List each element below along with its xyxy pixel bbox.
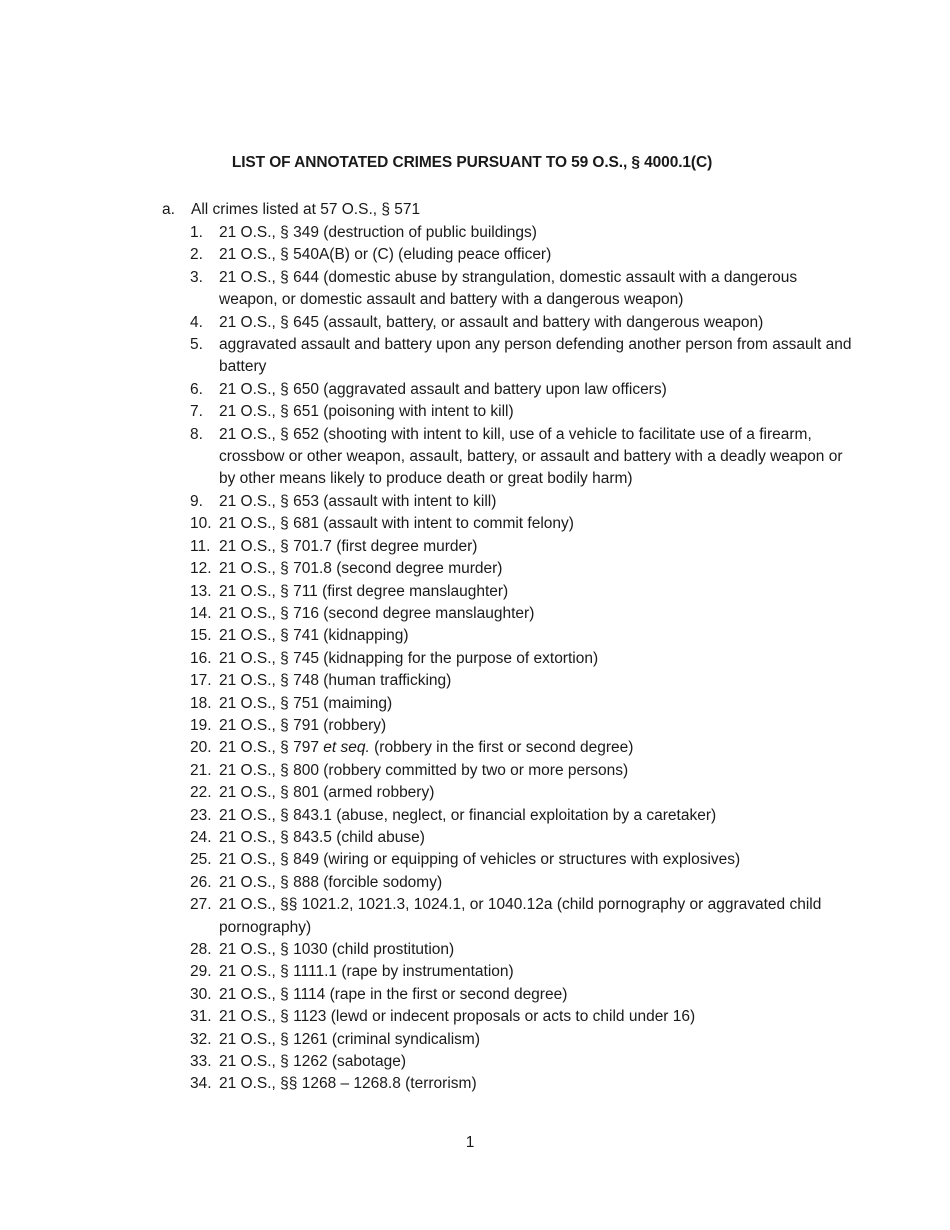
list-item-text: 21 O.S., § 748 (human trafficking) — [219, 672, 452, 690]
list-item — [190, 558, 852, 580]
list-item-text — [219, 737, 852, 759]
list-item-number: 3. — [190, 268, 203, 286]
list-item-number: 28. — [190, 941, 212, 958]
list-item — [190, 1051, 852, 1073]
list-item-text: aggravated assault and battery upon any person defending another person from assault and battery — [219, 336, 852, 376]
list-item-text: 21 O.S., § 645 (assault, battery, or assault and battery with dangerous weapon) — [219, 313, 764, 331]
list-item-text: 21 O.S., § 741 (kidnapping) — [219, 627, 409, 645]
list-item-number: 11. — [190, 537, 211, 555]
list-item-text: 21 O.S., § 791 (robbery) — [219, 716, 387, 734]
list-item-number: 5. — [190, 336, 203, 354]
list-item-number: 30. — [190, 985, 212, 1003]
list-item — [190, 536, 852, 558]
list-item-number: 12. — [190, 560, 212, 578]
list-item-text: 21 O.S., § 1030 (child prostitution) — [219, 941, 455, 958]
list-item — [190, 693, 852, 715]
list-item-text: 21 O.S., § 711 (first degree manslaughter) — [219, 582, 509, 600]
list-item — [190, 872, 852, 894]
list-item-number: 25. — [190, 851, 212, 869]
list-item-text: 21 O.S., § 1261 (criminal syndicalism) — [219, 1030, 481, 1048]
list-item — [190, 491, 852, 513]
list-item — [190, 581, 852, 603]
list-item — [190, 424, 852, 491]
list-item — [190, 760, 852, 782]
list-item-text: 21 O.S., § 540A(B) or (C) (eluding peace officer) — [219, 246, 552, 264]
list-item — [190, 379, 852, 401]
list-item-number: 17. — [190, 672, 212, 690]
section-heading-text: All crimes listed at 57 O.S., § 571 — [191, 201, 421, 218]
crime-list — [162, 222, 852, 1096]
list-item-number: 9. — [190, 492, 203, 510]
list-item-number: 31. — [190, 1008, 212, 1026]
list-item-text: 21 O.S., § 849 (wiring or equipping of vehicles or structures with explosives) — [219, 851, 741, 869]
list-item-number: 13. — [190, 582, 212, 600]
list-item-number: 16. — [190, 649, 212, 667]
list-item-text-after: (robbery in the first or second degree) — [369, 739, 634, 757]
list-item-number: 22. — [190, 784, 212, 802]
list-item-text: 21 O.S., § 349 (destruction of public buildings) — [219, 224, 537, 241]
page-number: 1 — [465, 1134, 475, 1151]
list-item-number: 34. — [190, 1075, 212, 1093]
list-item-number: 26. — [190, 873, 212, 891]
list-item — [190, 1073, 852, 1095]
list-item — [190, 603, 852, 625]
list-item — [190, 782, 852, 804]
list-item-number: 23. — [190, 806, 212, 824]
list-item-number: 29. — [190, 963, 212, 981]
list-item — [190, 984, 852, 1006]
list-item-text: 21 O.S., § 1123 (lewd or indecent proposals or acts to child under 16) — [219, 1008, 696, 1026]
list-item — [190, 737, 852, 759]
list-item — [190, 401, 852, 423]
list-item-text: 21 O.S., § 751 (maiming) — [219, 694, 393, 712]
list-item-text-italic: et seq. — [323, 739, 370, 757]
list-item — [190, 961, 852, 983]
list-item-number: 10. — [190, 515, 212, 533]
list-item-text: 21 O.S., § 888 (forcible sodomy) — [219, 873, 443, 891]
list-item-text: 21 O.S., § 801 (armed robbery) — [219, 784, 435, 802]
list-item-number: 21. — [190, 761, 212, 779]
list-item-number: 27. — [190, 896, 212, 914]
list-item-number: 14. — [190, 604, 212, 622]
crime-section — [162, 199, 852, 1096]
list-item-number: 33. — [190, 1053, 212, 1071]
list-item-number: 1. — [190, 224, 203, 241]
list-item-text: 21 O.S., § 653 (assault with intent to kill) — [219, 492, 497, 510]
list-item-text-main: 21 O.S., § 797 — [219, 739, 319, 757]
list-item-number: 2. — [190, 246, 203, 264]
page-title: LIST OF ANNOTATED CRIMES PURSUANT TO 59 O.S., § 4000.1(C) — [231, 154, 713, 171]
list-item-text: 21 O.S., § 652 (shooting with intent to kill, use of a vehicle to facilitate use of a firearm, crossbow or other weapon, assault, battery, or assault and battery with a deadly weapon or by other means likely to produce death or great bodily harm) — [219, 425, 843, 488]
list-item — [190, 513, 852, 535]
list-item-number: 20. — [190, 739, 212, 757]
list-item-text: 21 O.S., § 701.8 (second degree murder) — [219, 560, 503, 578]
list-item-number: 32. — [190, 1030, 212, 1048]
list-item — [190, 244, 852, 266]
list-item-number: 15. — [190, 627, 212, 645]
list-item-text: 21 O.S., §§ 1268 – 1268.8 (terrorism) — [219, 1075, 477, 1093]
list-item-text: 21 O.S., § 701.7 (first degree murder) — [219, 537, 478, 555]
list-item — [190, 1029, 852, 1051]
list-item-number: 4. — [190, 313, 203, 331]
list-item-text: 21 O.S., §§ 1021.2, 1021.3, 1024.1, or 1040.12a (child pornography or aggravated child pornography) — [219, 896, 822, 936]
list-item-number: 18. — [190, 694, 212, 712]
list-item — [190, 1006, 852, 1028]
list-item — [190, 939, 852, 961]
list-item — [190, 827, 852, 849]
list-item-text: 21 O.S., § 843.5 (child abuse) — [219, 828, 425, 846]
section-letter: a. — [162, 201, 175, 218]
list-item-number: 8. — [190, 425, 203, 443]
list-item-text: 21 O.S., § 651 (poisoning with intent to kill) — [219, 403, 514, 421]
list-item-text: 21 O.S., § 716 (second degree manslaughter) — [219, 604, 535, 622]
list-item — [190, 849, 852, 871]
list-item — [190, 715, 852, 737]
list-item-text: 21 O.S., § 745 (kidnapping for the purpose of extortion) — [219, 649, 599, 667]
list-item-text: 21 O.S., § 800 (robbery committed by two or more persons) — [219, 761, 629, 779]
list-item-number: 7. — [190, 403, 203, 421]
list-item — [190, 625, 852, 647]
section-heading — [162, 199, 852, 221]
list-item-number: 6. — [190, 380, 203, 398]
list-item-number: 24. — [190, 828, 212, 846]
list-item — [190, 222, 852, 244]
list-item-text: 21 O.S., § 1262 (sabotage) — [219, 1053, 406, 1071]
list-item — [190, 334, 852, 379]
list-item-text: 21 O.S., § 644 (domestic abuse by strangulation, domestic assault with a dangerous weapon, or domestic assault and battery with a dangerous weapon) — [219, 268, 798, 309]
list-item-text: 21 O.S., § 650 (aggravated assault and battery upon law officers) — [219, 380, 667, 398]
list-item — [190, 648, 852, 670]
list-item-text: 21 O.S., § 843.1 (abuse, neglect, or financial exploitation by a caretaker) — [219, 806, 717, 824]
list-item — [190, 267, 852, 312]
list-item — [190, 312, 852, 334]
list-item-text: 21 O.S., § 1114 (rape in the first or second degree) — [219, 985, 568, 1003]
list-item-text: 21 O.S., § 1111.1 (rape by instrumentation) — [219, 963, 514, 981]
list-item — [190, 805, 852, 827]
list-item — [190, 670, 852, 692]
list-item-number: 19. — [190, 716, 212, 734]
list-item-text: 21 O.S., § 681 (assault with intent to commit felony) — [219, 515, 574, 533]
list-item — [190, 894, 852, 939]
